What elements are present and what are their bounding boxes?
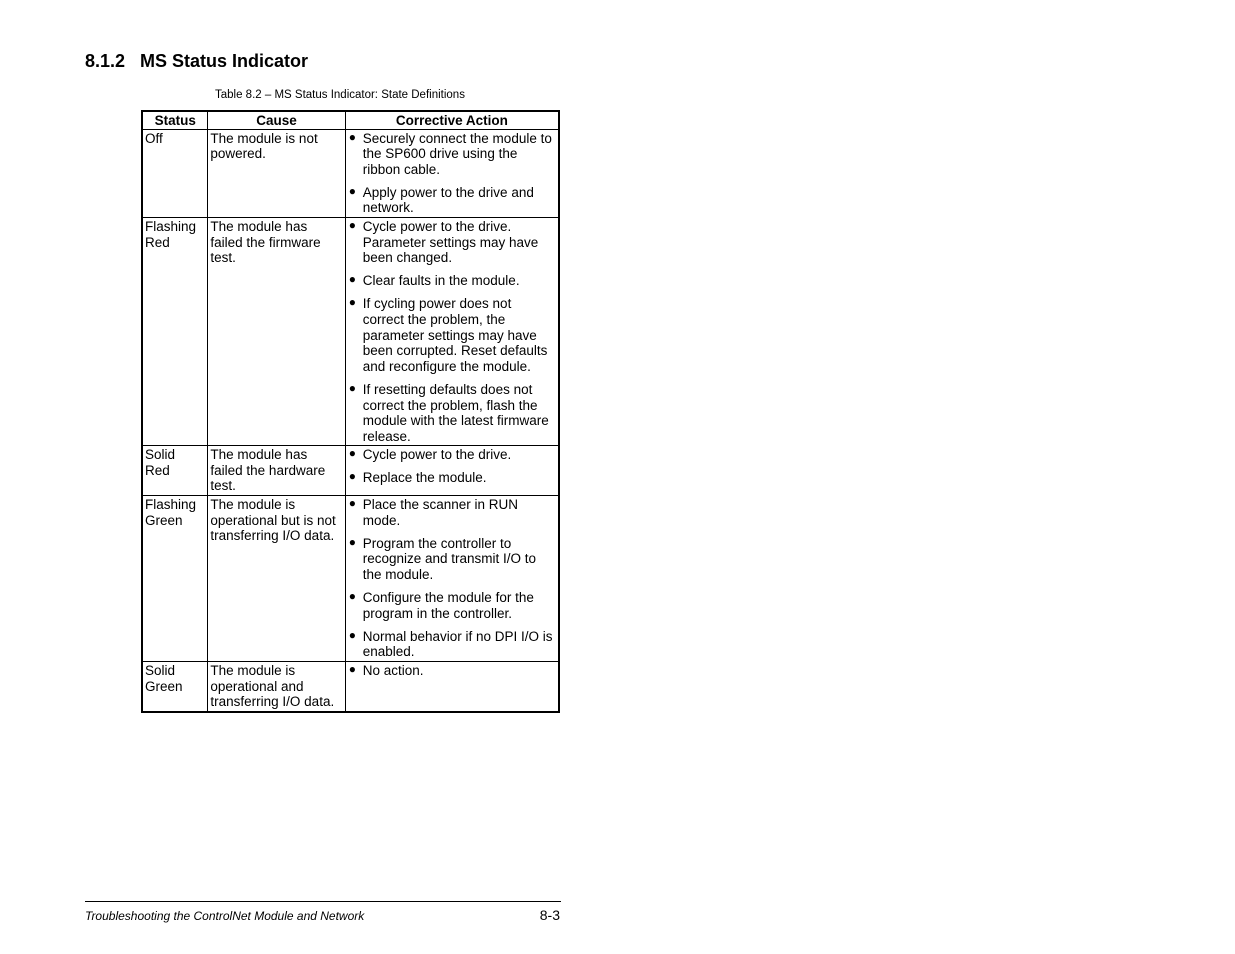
status-text: Solid: [145, 447, 176, 463]
table-row: [142, 496, 559, 662]
bullet-icon: ●: [348, 496, 356, 511]
action-text: Replace the module.: [362, 470, 487, 486]
table-row: [142, 218, 559, 446]
action-cell: [345, 446, 559, 496]
status-text: Flashing: [145, 497, 197, 513]
status-text: Red: [145, 234, 170, 250]
table-row: [142, 446, 559, 496]
table-row: [142, 129, 559, 217]
bullet-icon: ●: [348, 469, 356, 484]
status-text: Flashing: [145, 219, 197, 235]
bullet-icon: ●: [348, 129, 356, 144]
bullet-icon: ●: [348, 446, 356, 461]
status-text: Green: [145, 678, 183, 694]
table-row: [142, 661, 559, 711]
action-item: [348, 447, 556, 463]
action-item: [348, 131, 556, 178]
action-text: If resetting defaults does not correct the problem, flash the module with the latest firmware release.: [362, 381, 549, 444]
action-text: Clear faults in the module.: [362, 273, 520, 289]
action-item: [348, 296, 556, 374]
action-item: [348, 382, 556, 444]
action-item: [348, 629, 556, 660]
status-cell: [142, 129, 208, 217]
status-cell: [142, 661, 208, 711]
table-caption: Table 8.2 – MS Status Indicator: State Definitions: [215, 89, 465, 101]
action-text: If cycling power does not correct the problem, the parameter settings may have been corrupted. Reset defaults and reconfigure the module.: [362, 296, 548, 374]
action-item: [348, 470, 556, 486]
action-text: No action.: [362, 662, 424, 678]
action-text: Configure the module for the program in the controller.: [362, 590, 534, 621]
bullet-icon: ●: [348, 589, 356, 604]
bullet-icon: ●: [348, 627, 356, 642]
bullet-icon: ●: [348, 661, 356, 676]
action-cell: [345, 661, 559, 711]
action-cell: [345, 496, 559, 662]
status-text: Off: [145, 130, 163, 146]
section-number: 8.1.2: [85, 51, 126, 71]
footer-page-number: 8-3: [539, 907, 560, 923]
bullet-icon: ●: [348, 380, 356, 395]
action-item: [348, 185, 556, 216]
status-cell: [142, 218, 208, 446]
action-text: Place the scanner in RUN mode.: [362, 497, 519, 528]
cause-cell: The module has failed the hardware test.: [208, 446, 345, 496]
cause-cell: The module is operational but is not transferring I/O data.: [208, 496, 345, 662]
action-item: [348, 590, 556, 621]
action-item: [348, 273, 556, 289]
status-definitions-table: [141, 110, 560, 713]
action-text: Normal behavior if no DPI I/O is enabled.: [362, 628, 553, 660]
action-cell: [345, 129, 559, 217]
action-text: Cycle power to the drive.: [362, 447, 512, 463]
action-text: Program the controller to recognize and transmit I/O to the module.: [362, 535, 537, 582]
action-cell: [345, 218, 559, 446]
bullet-icon: ●: [348, 272, 356, 287]
column-header-status: Status: [142, 111, 208, 129]
action-text: Securely connect the module to the SP600 drive using the ribbon cable.: [362, 130, 552, 177]
bullet-icon: ●: [348, 218, 356, 233]
action-item: [348, 663, 556, 679]
section-title: MS Status Indicator: [140, 51, 309, 71]
bullet-icon: ●: [348, 183, 356, 198]
action-text: Apply power to the drive and network.: [362, 184, 534, 216]
cause-cell: The module is not powered.: [208, 129, 345, 217]
action-item: [348, 219, 556, 266]
status-text: Red: [145, 462, 170, 478]
section-heading: [85, 51, 308, 72]
status-text: Solid: [145, 662, 176, 678]
status-text: Green: [145, 512, 183, 528]
action-text: Cycle power to the drive. Parameter settings may have been changed.: [362, 219, 539, 266]
status-cell: [142, 446, 208, 496]
bullet-icon: ●: [348, 295, 356, 310]
column-header-cause: Cause: [208, 111, 345, 129]
footer-divider: [85, 901, 561, 902]
action-item: [348, 497, 556, 528]
cause-cell: The module has failed the firmware test.: [208, 218, 345, 446]
footer-chapter-title: Troubleshooting the ControlNet Module and Network: [85, 909, 365, 923]
cause-cell: The module is operational and transferring I/O data.: [208, 661, 345, 711]
table-header-row: [142, 111, 559, 129]
status-cell: [142, 496, 208, 662]
bullet-icon: ●: [348, 534, 356, 549]
column-header-corrective-action: Corrective Action: [345, 111, 559, 129]
action-item: [348, 536, 556, 583]
